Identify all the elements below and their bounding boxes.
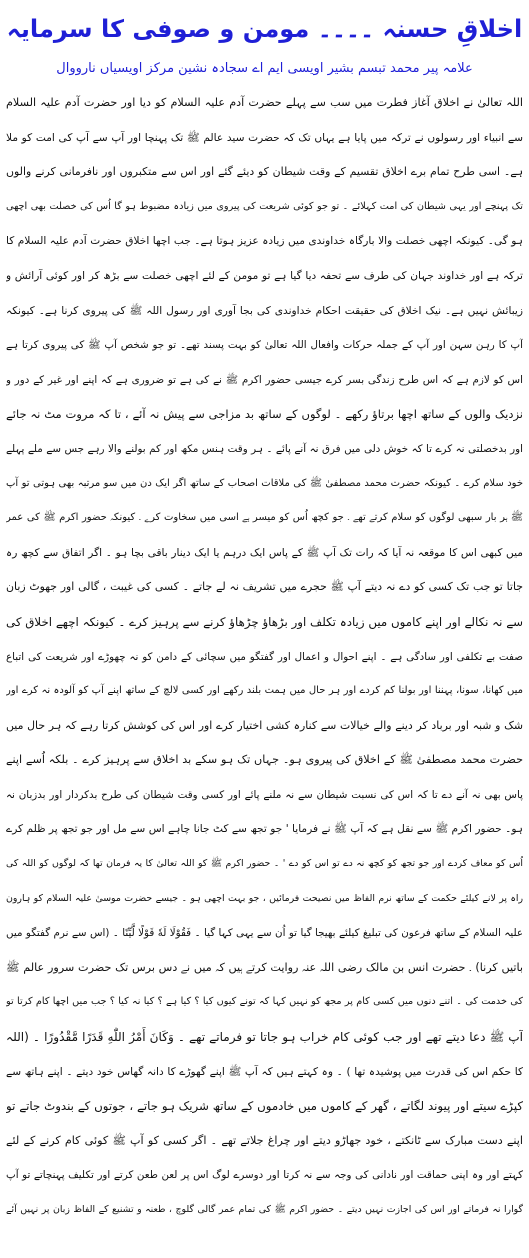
article-line: کا حکم اس کی قدرت میں پوشیدہ تھا ) ۔ وہ کہتے ہیں کہ آپ ﷺ اپنے گھوڑے کا دانہ گھاس خود دیتے ۔ اپنے ہاتھ سے	[6, 1065, 523, 1078]
article-line: علیہ السلام کے ساتھ فرعون کی تبلیغ کیلئے بھیجا گیا تو اُن سے یہی کہا گیا ۔ فَقُوْلَا لَهٗ قَوْلًا لَّيِّنًا ۔ (اس سے نرم گفتگو میں	[6, 927, 523, 940]
article-line: ہے۔ اسی طرح تمام برے اخلاق تقسیم کے وقت شیطان کو دیئے گئے اور اس سے متکبروں اور نافرمانی کرنے والوں	[6, 165, 523, 179]
article-line: نزدیک والوں کے ساتھ اچھا برتاؤ رکھے ۔ لوگوں کے ساتھ بد مزاجی سے پیش نہ آئے ، تا کہ مروت مٹ نہ جائے	[6, 407, 523, 422]
article-line: کہتے اور وہ اپنی حماقت اور نادانی کی وجہ سے نہ کرتا اور دوسرے لوگ اس پر لعن طعن کرتے اور تکلیف پہنچاتے تو آپ	[6, 1169, 523, 1182]
article-line: آپ کا رہن سہن اور آپ کے جملہ حرکات وافعال اللہ تعالیٰ کو بہت پسند تھے۔ تو جو شخص آپ ﷺ کی پیروی کرتا ہے	[6, 339, 523, 352]
article-line: سے نہ نکالے اور اپنے کاموں میں زیادہ تکلف اور بڑھاؤ چڑھاؤ کرنے سے پرہیز کرے ۔ کیونکہ اچھے اخلاق کی	[6, 614, 523, 629]
article-line: تک پہنچے اور یہی شیطان کی امت کہلائے ۔ تو جو کوئی شریعت کی پیروی میں زیادہ مضبوط ہو گا اُس کی خصلت بھی اچھی	[6, 200, 523, 212]
article-line: حضرت محمد مصطفیٰ ﷺ کے اخلاق کی پیروی ہو۔ جہاں تک ہو سکے بد اخلاق سے پرہیز کرے ۔ بلکہ اُسے اپنے	[6, 753, 523, 767]
article-line: ﷺ ہر بار سبھی لوگوں کو سلام کرتے تھے ۔ جو کچھ اُس کو میسر ہے اسی میں سخاوت کرے ۔ کیونکہ حضور اکرم ﷺ کی عمر	[6, 512, 523, 524]
article-line: اللہ تعالیٰ نے اخلاق آغاز فطرت میں سب سے پہلے حضرت آدم علیہ السلام کو دیا اور حضرت آدم علیہ السلام	[6, 96, 523, 109]
article-body	[6, 86, 523, 1228]
article-line: کی خدمت کی ۔ اتنے دنوں میں کسی کام پر مجھ کو نہیں کہا کہ تونے کیوں کیا ؟ کیا ہے ؟ کیا نہ کیا ؟ جب میں اچھا کام کرتا تو	[6, 996, 523, 1008]
article-byline: علامہ پیر محمد تبسم بشیر اویسی ایم اے سجادہ نشین مرکز اویسیاں نارووال	[56, 61, 473, 76]
article-line: سے انبیاء اور رسولوں نے ترکہ میں پایا ہے یہاں تک کہ حضرت سید عالم ﷺ تک پہنچا اور آپ سے آپ کی امت کو ملا	[6, 131, 523, 144]
article-line: جاتا تو جب تک کسی کو دے نہ دیتے آپ ﷺ حجرے میں تشریف نہ لے جاتے ۔ کسی کی غیبت ، گالی اور جھوٹ زبان	[6, 580, 523, 594]
article-line: کپڑے سیتے اور پیوند لگاتے ، گھر کے کاموں میں خادموں کے ساتھ شریک ہو جاتے ، جوتوں کے بندوٹ جاتے تو	[6, 1099, 523, 1114]
article-line: اُس کو معاف کردے اور جو تجھ کو کچھ نہ دے تو اس کو دے ' ۔ حضور اکرم ﷺ کو اللہ تعالیٰ کا یہ فرمان تھا کہ لوگوں کو اللہ کی	[6, 858, 523, 870]
article-title: اخلاقِ حسنہ ۔۔۔۔ مومن و صوفی کا سرمایہ	[6, 15, 523, 43]
article-line: میں کھانا، سونا، پہننا اور بولنا کم کردے اور ہر حال میں ہمت بلند رکھے اور کسی لالچ کے ساتھ اپنے آپ کو آلودہ نہ کرے اور	[6, 685, 523, 697]
article-line: پاس بھی نہ آنے دے تا کہ اس کی نسبت شیطان سے نہ ملنے پائے اور کسی وقت شیطان کی طرح بدکردار اور بدزبان نہ	[6, 788, 523, 801]
article-line: زیبائش نہیں ہے۔ نیک اخلاق کی حقیقت احکام خداوندی کی بجا آوری اور رسول اللہ ﷺ کی پیروی کرنا ہے۔ کیونکہ	[6, 304, 523, 317]
article-line: صفت بے تکلفی اور سادگی ہے ۔ اپنے احوال و اعمال اور گفتگو میں سچائی کے دامن کو نہ چھوڑے اور شریعت کی اتباع	[6, 650, 523, 663]
article-line: گوارا نہ فرماتے اور اس کی اجازت نہیں دیتے ۔ حضور اکرم ﷺ کی تمام عمر گالی گلوچ ، طعنہ و تشنیع کے الفاظ زبان پر نہیں آئے	[6, 1204, 523, 1215]
article-line: باتیں کرنا) ۔ حضرت انس بن مالک رضی اللہ عنہ روایت کرتے ہیں کہ میں نے دس برس تک حضرت سرور عالم ﷺ	[6, 960, 523, 974]
article-line: میں کبھی اس کا موقعہ نہ آیا کہ رات تک آپ ﷺ کے پاس ایک درہم یا ایک دینار باقی بچا ہو ۔ اگر اتفاق سے کچھ رہ	[6, 546, 523, 559]
article-line: خود سلام کرے ۔ کیونکہ حضرت محمد مصطفیٰ ﷺ کی ملاقات اصحاب کے ساتھ اگر ایک دن میں سو مرتبہ بھی ہوتی تو آپ	[6, 477, 523, 489]
article-line: اس کو لازم ہے کہ اس طرح زندگی بسر کرے جیسی حضور اکرم ﷺ نے کی ہے تو ضروری ہے کہ اپنے اور غیر کے دور و	[6, 373, 523, 386]
article-line: راہ پر لانے کیلئے حکمت کے ساتھ نرم الفاظ میں نصیحت فرمائیں ، جو بہت اچھی ہو ۔ جیسے حضرت موسیٰ علیہ السلام کو ہارون	[6, 892, 523, 904]
article-line: شک و شبہ اور برباد کر دینے والے خیالات سے کنارہ کشی اختیار کرے اور اس کی کوشش کرتا رہے کہ ہر حال میں	[6, 718, 523, 732]
article-line: اور بدخصلتی نہ کرے تا کہ خوش دلی میں فرق نہ آنے پائے ۔ ہر وقت ہنس مکھ اور کم بولنے والا رہے جس سے ملے پہلے	[6, 442, 523, 455]
article-line: ہو گی۔ کیونکہ اچھی خصلت والا بارگاہ خداوندی میں زیادہ عزیز ہوتا ہے۔ جب اچھا اخلاق حضرت آدم علیہ السلام کا	[6, 235, 523, 248]
article-line: ہو۔ حضور اکرم ﷺ سے نقل ہے کہ آپ ﷺ نے فرمایا ' جو تجھ سے کٹ جانا چاہے اس سے مل اور جو تجھ پر ظلم کرے	[6, 823, 523, 836]
article-line: ترکہ ہے اور خداوند جہان کی طرف سے تحفہ دیا گیا ہے تو مومن کے لئے اچھی خصلت سے بڑھ کر اور کوئی آرائش و	[6, 269, 523, 282]
article-line: اپنے دست مبارک سے ٹانکتے ، خود جھاڑو دیتے اور چراغ جلاتے تھے ۔ اگر کسی کو آپ ﷺ کوئی کام کرنے کے لئے	[6, 1133, 523, 1147]
article-line: آپ ﷺ دعا دیتے تھے اور جب کوئی کام خراب ہو جاتا تو فرماتے تھے ۔ وَكَانَ أَمْرُ اللّٰهِ قَدَرًا مَّقْدُورًا ۔ (اللہ	[6, 1030, 523, 1045]
